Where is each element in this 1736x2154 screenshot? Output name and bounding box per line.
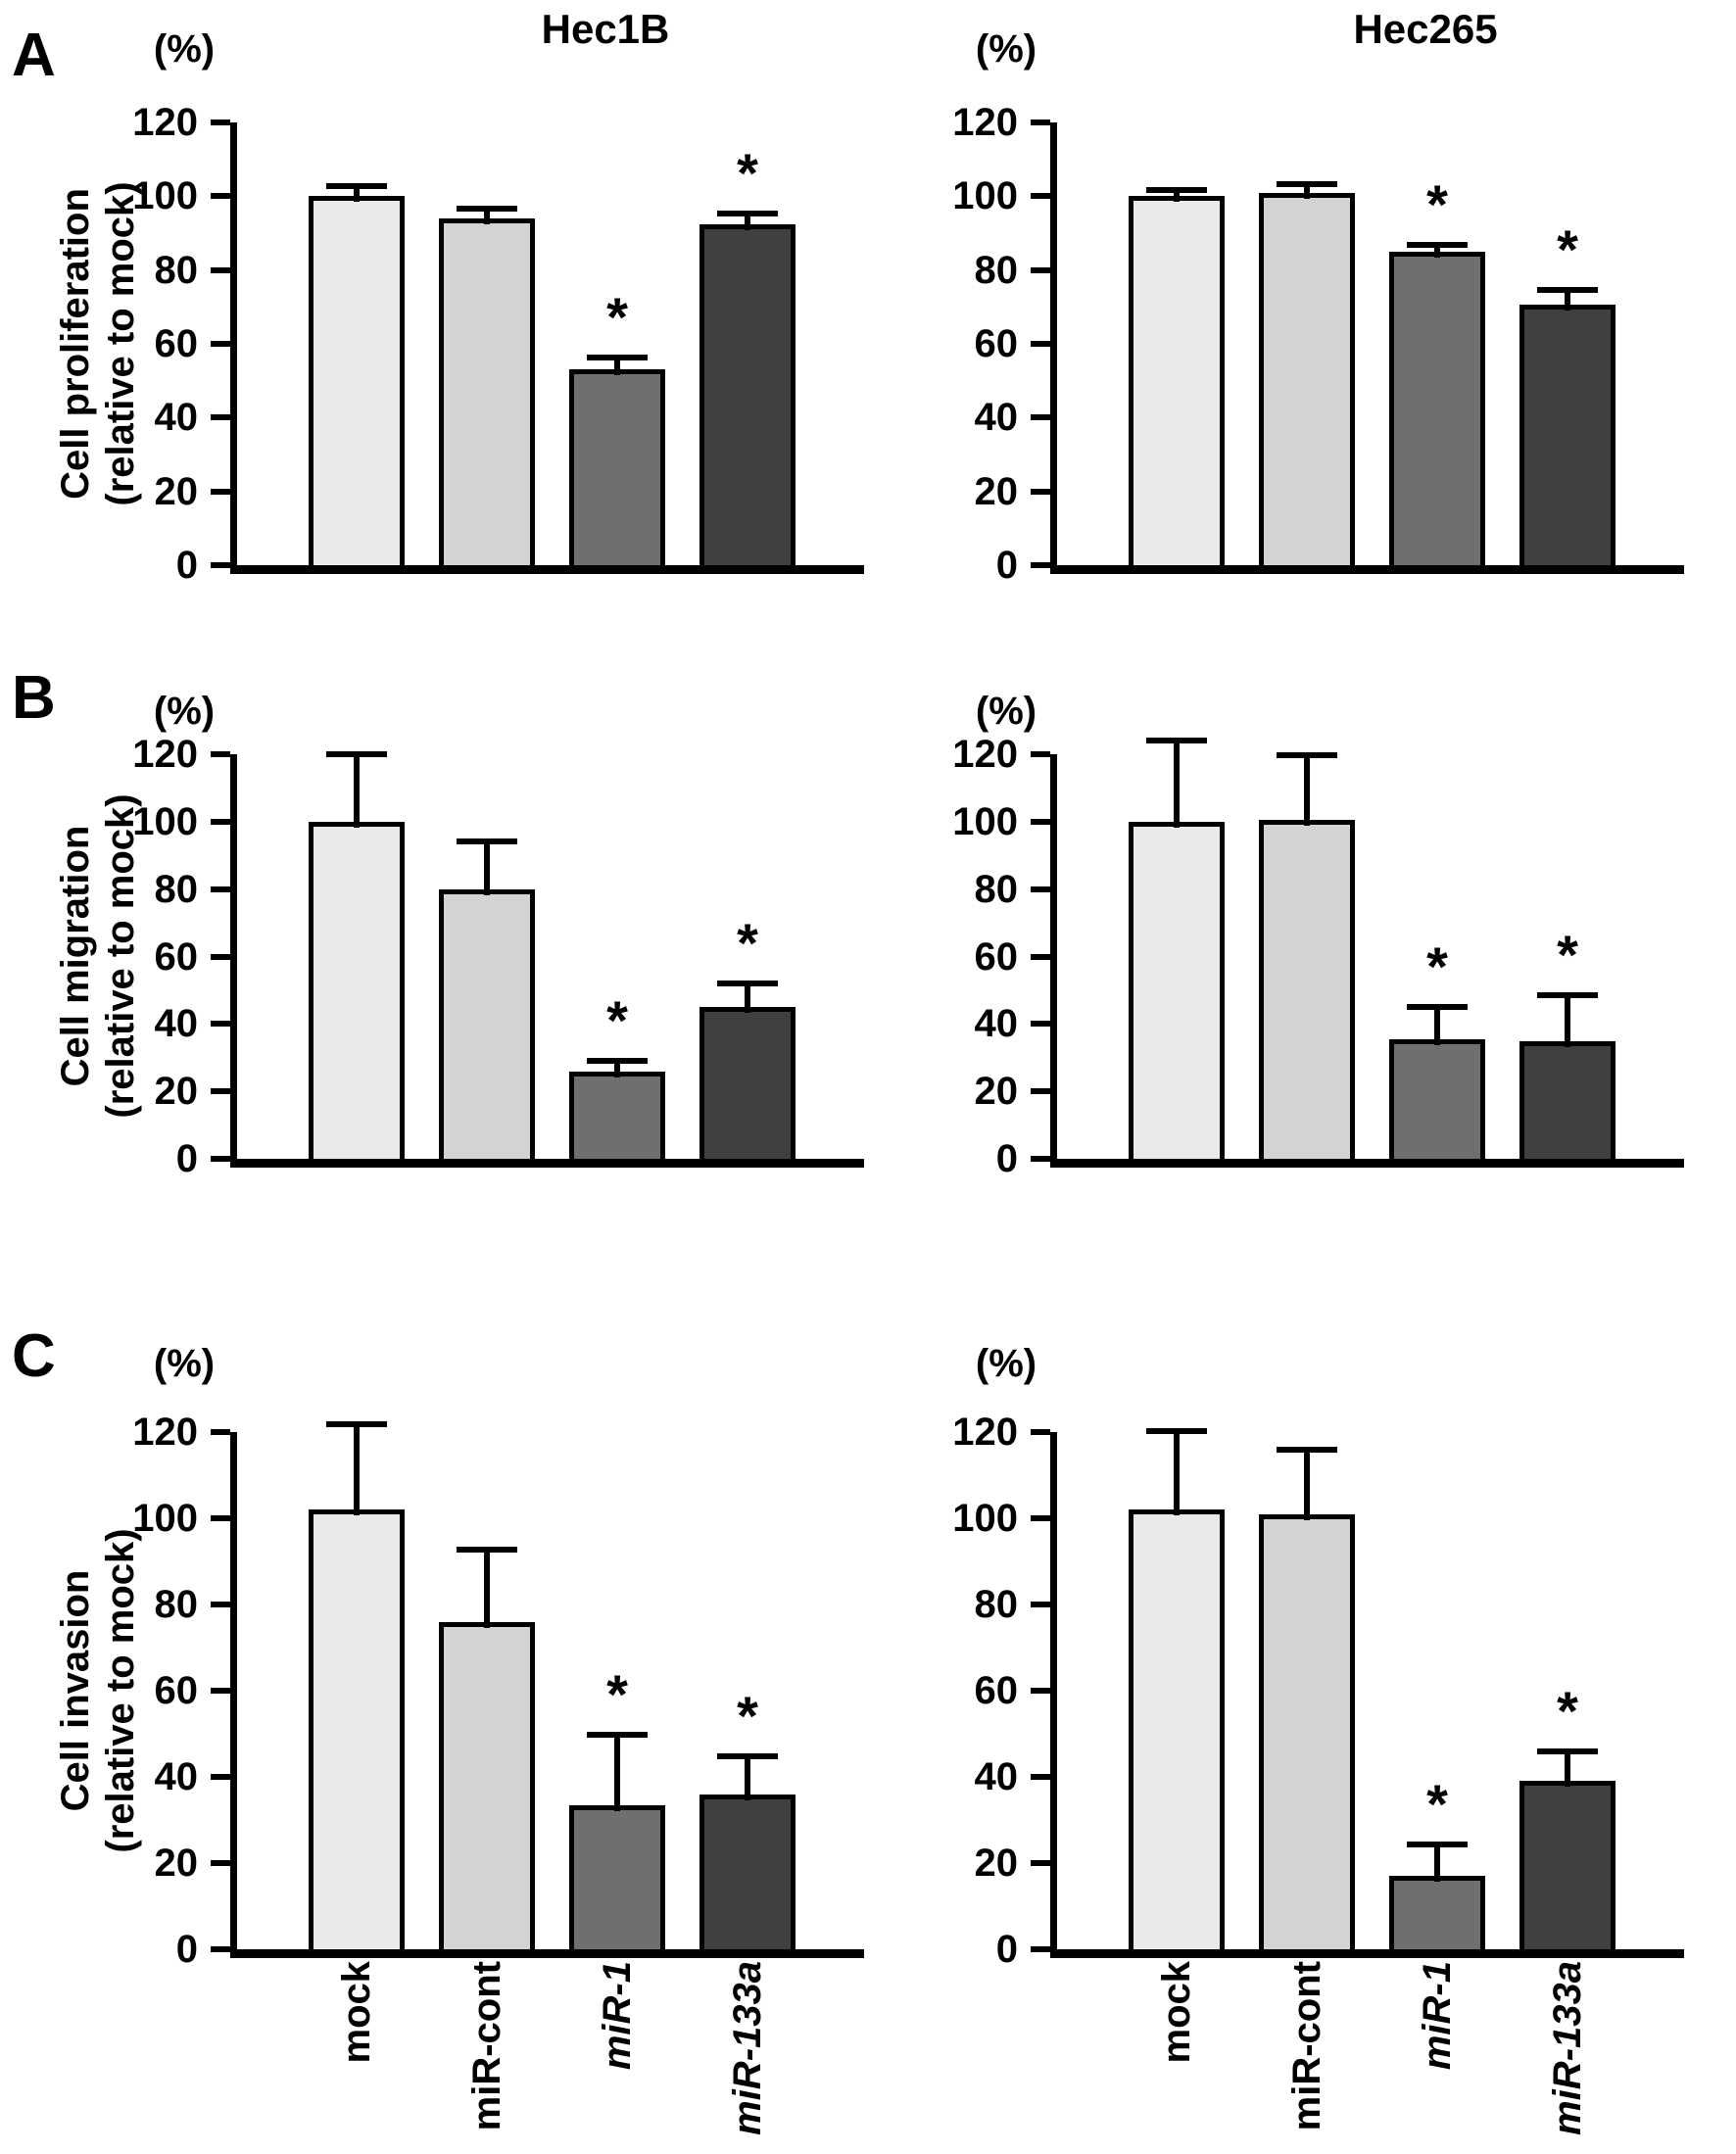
error-bar-line bbox=[1304, 752, 1310, 826]
significance-asterisk: * bbox=[1557, 217, 1578, 280]
error-bar-cap bbox=[326, 751, 387, 757]
y-tick-mark bbox=[1031, 819, 1050, 825]
y-tick-label: 20 bbox=[974, 469, 1018, 513]
y-tick-mark bbox=[1031, 1688, 1050, 1694]
x-tick-label-miR-1: miR-1 bbox=[596, 1961, 639, 2071]
panel-letter-c: C bbox=[12, 1322, 56, 1390]
y-tick-mark bbox=[211, 1602, 230, 1607]
bar-mock bbox=[309, 1509, 405, 1949]
bar-mock bbox=[309, 822, 405, 1159]
error-bar-cap bbox=[1407, 242, 1468, 248]
error-bar-cap bbox=[717, 1753, 778, 1759]
y-tick-mark bbox=[211, 1774, 230, 1780]
x-tick-label-miR-133a: miR-133a bbox=[726, 1961, 769, 2135]
error-bar-cap bbox=[1537, 287, 1598, 293]
y-tick-mark bbox=[1031, 120, 1050, 125]
y-tick-label: 100 bbox=[952, 174, 1018, 218]
chart-panel-migration-hec265 bbox=[952, 733, 1684, 1180]
y-tick-label: 40 bbox=[154, 1002, 198, 1046]
x-tick-label-miR-cont: miR-cont bbox=[1285, 1961, 1328, 2131]
bar-miR-1 bbox=[1389, 1039, 1485, 1159]
y-tick-label: 60 bbox=[974, 322, 1018, 365]
y-tick-label: 0 bbox=[175, 1928, 198, 1971]
error-bar-line bbox=[354, 751, 360, 828]
bar-miR-133a bbox=[699, 1795, 796, 1949]
bar-miR-133a bbox=[699, 1007, 796, 1159]
bar-miR-133a bbox=[1519, 1781, 1615, 1949]
bar-miR-cont bbox=[1259, 1514, 1355, 1949]
error-bar-cap bbox=[1146, 738, 1207, 743]
y-tick-mark bbox=[1031, 414, 1050, 420]
error-bar-line bbox=[1434, 1004, 1440, 1045]
error-bar-line bbox=[484, 1547, 490, 1628]
chart-panel-proliferation-hec1b bbox=[132, 101, 864, 587]
y-tick-label: 20 bbox=[974, 1842, 1018, 1885]
y-tick-mark bbox=[1031, 267, 1050, 273]
y-tick-mark bbox=[1031, 193, 1050, 199]
error-bar-cap bbox=[717, 981, 778, 986]
y-axis-label-line2: (relative to mock) bbox=[99, 1528, 142, 1853]
chart-panel-proliferation-hec265 bbox=[952, 101, 1684, 587]
x-tick-label-mock: mock bbox=[1155, 1961, 1198, 2064]
y-tick-label: 80 bbox=[154, 1583, 198, 1626]
y-tick-mark bbox=[1031, 1860, 1050, 1866]
y-tick-mark bbox=[211, 1429, 230, 1435]
bar-mock bbox=[1129, 196, 1225, 565]
y-tick-mark bbox=[211, 267, 230, 273]
y-tick-label: 20 bbox=[154, 469, 198, 513]
chart-panel-invasion-hec265 bbox=[952, 1411, 1684, 2135]
significance-asterisk: * bbox=[1426, 934, 1448, 997]
y-tick-label: 100 bbox=[952, 1497, 1018, 1540]
y-tick-label: 0 bbox=[175, 544, 198, 587]
bar-miR-cont bbox=[1259, 193, 1355, 565]
y-tick-mark bbox=[211, 886, 230, 892]
significance-asterisk: * bbox=[606, 286, 628, 349]
error-bar-cap bbox=[326, 183, 387, 189]
y-tick-label: 80 bbox=[974, 867, 1018, 911]
error-bar-line bbox=[1434, 1842, 1440, 1882]
y-tick-mark bbox=[211, 1946, 230, 1952]
significance-asterisk: * bbox=[606, 1662, 628, 1725]
y-tick-mark bbox=[1031, 1021, 1050, 1027]
y-tick-label: 0 bbox=[995, 1137, 1018, 1180]
error-bar-line bbox=[1174, 738, 1180, 828]
y-tick-label: 120 bbox=[952, 1411, 1018, 1454]
column-title-hec265: Hec265 bbox=[1353, 6, 1498, 52]
y-tick-mark bbox=[1031, 341, 1050, 347]
y-tick-mark bbox=[1031, 751, 1050, 757]
error-bar-cap bbox=[587, 355, 648, 360]
unit-label: (%) bbox=[153, 690, 216, 733]
error-bar-line bbox=[745, 1753, 750, 1800]
error-bar-cap bbox=[1407, 1004, 1468, 1010]
error-bar-cap bbox=[1146, 187, 1207, 193]
error-bar-cap bbox=[1277, 752, 1337, 758]
panel-letter-a: A bbox=[12, 22, 56, 89]
y-tick-mark bbox=[211, 562, 230, 568]
error-bar-cap bbox=[1537, 1748, 1598, 1754]
error-bar-cap bbox=[587, 1058, 648, 1064]
y-tick-label: 120 bbox=[952, 733, 1018, 776]
y-tick-mark bbox=[211, 1515, 230, 1521]
error-bar-cap bbox=[1407, 1842, 1468, 1847]
y-tick-label: 40 bbox=[974, 1755, 1018, 1798]
y-tick-label: 80 bbox=[974, 1583, 1018, 1626]
bar-miR-133a bbox=[699, 224, 796, 565]
unit-label: (%) bbox=[153, 27, 216, 71]
y-tick-label: 20 bbox=[154, 1842, 198, 1885]
y-tick-mark bbox=[211, 414, 230, 420]
y-tick-mark bbox=[1031, 1429, 1050, 1435]
y-tick-mark bbox=[1031, 1946, 1050, 1952]
x-tick-label-mock: mock bbox=[335, 1961, 378, 2064]
significance-asterisk: * bbox=[737, 142, 758, 205]
unit-label: (%) bbox=[975, 27, 1037, 71]
bar-mock bbox=[1129, 1509, 1225, 1949]
y-tick-mark bbox=[211, 751, 230, 757]
bar-miR-1 bbox=[1389, 252, 1485, 565]
significance-asterisk: * bbox=[1426, 173, 1448, 236]
error-bar-cap bbox=[717, 211, 778, 216]
y-tick-mark bbox=[1031, 1515, 1050, 1521]
y-tick-label: 40 bbox=[154, 396, 198, 440]
y-tick-mark bbox=[1031, 1602, 1050, 1607]
chart-panel-migration-hec1b bbox=[132, 733, 864, 1180]
unit-label: (%) bbox=[975, 1342, 1037, 1385]
y-tick-mark bbox=[1031, 954, 1050, 960]
bar-miR-1 bbox=[569, 1072, 665, 1159]
bar-miR-133a bbox=[1519, 305, 1615, 565]
bar-miR-133a bbox=[1519, 1041, 1615, 1159]
y-tick-label: 40 bbox=[974, 396, 1018, 440]
bar-miR-cont bbox=[1259, 820, 1355, 1159]
bar-mock bbox=[309, 196, 405, 565]
y-tick-label: 0 bbox=[995, 1928, 1018, 1971]
y-axis-label-line1: Cell invasion bbox=[54, 1569, 97, 1812]
bar-miR-1 bbox=[1389, 1876, 1485, 1949]
y-tick-mark bbox=[1031, 886, 1050, 892]
y-tick-label: 20 bbox=[154, 1070, 198, 1114]
y-tick-mark bbox=[211, 120, 230, 125]
unit-label: (%) bbox=[975, 690, 1037, 733]
bar-miR-1 bbox=[569, 1805, 665, 1949]
y-tick-label: 100 bbox=[132, 174, 198, 218]
y-tick-mark bbox=[211, 1088, 230, 1094]
y-tick-mark bbox=[211, 1156, 230, 1162]
y-tick-label: 120 bbox=[132, 733, 198, 776]
y-tick-mark bbox=[211, 193, 230, 199]
significance-asterisk: * bbox=[1426, 1773, 1448, 1835]
y-tick-label: 120 bbox=[132, 101, 198, 144]
error-bar-cap bbox=[587, 1732, 648, 1738]
y-axis-label-line1: Cell proliferation bbox=[54, 188, 97, 500]
significance-asterisk: * bbox=[737, 911, 758, 974]
error-bar-cap bbox=[326, 1421, 387, 1427]
error-bar-cap bbox=[457, 206, 517, 212]
y-tick-mark bbox=[211, 489, 230, 495]
y-axis-label-line2: (relative to mock) bbox=[99, 793, 142, 1119]
error-bar-line bbox=[1174, 1428, 1180, 1516]
y-tick-label: 60 bbox=[974, 1669, 1018, 1712]
column-title-hec1b: Hec1B bbox=[541, 6, 670, 52]
error-bar-cap bbox=[1277, 1447, 1337, 1453]
y-tick-label: 100 bbox=[952, 799, 1018, 843]
unit-label: (%) bbox=[153, 1342, 216, 1385]
bar-miR-cont bbox=[439, 889, 535, 1159]
x-tick-label-miR-133a: miR-133a bbox=[1546, 1961, 1589, 2135]
bar-miR-cont bbox=[439, 218, 535, 565]
y-tick-mark bbox=[211, 1021, 230, 1027]
bar-miR-cont bbox=[439, 1622, 535, 1949]
y-tick-label: 0 bbox=[995, 544, 1018, 587]
error-bar-line bbox=[1304, 1447, 1310, 1519]
y-tick-label: 120 bbox=[132, 1411, 198, 1454]
bar-mock bbox=[1129, 822, 1225, 1159]
significance-asterisk: * bbox=[1557, 923, 1578, 985]
error-bar-line bbox=[484, 838, 490, 895]
error-bar-cap bbox=[457, 1547, 517, 1553]
y-tick-label: 100 bbox=[132, 799, 198, 843]
y-tick-label: 120 bbox=[952, 101, 1018, 144]
error-bar-line bbox=[354, 1421, 360, 1515]
y-tick-label: 80 bbox=[154, 248, 198, 292]
error-bar-cap bbox=[1537, 992, 1598, 998]
x-tick-label-miR-1: miR-1 bbox=[1416, 1961, 1459, 2071]
y-axis-label-line2: (relative to mock) bbox=[99, 181, 142, 506]
panel-letter-b: B bbox=[12, 664, 56, 732]
y-tick-label: 60 bbox=[154, 934, 198, 979]
bar-miR-1 bbox=[569, 369, 665, 565]
error-bar-line bbox=[614, 1732, 620, 1811]
y-tick-label: 20 bbox=[974, 1070, 1018, 1114]
y-tick-label: 60 bbox=[974, 934, 1018, 979]
y-tick-mark bbox=[211, 1860, 230, 1866]
y-axis-label-line1: Cell migration bbox=[54, 825, 97, 1087]
y-tick-mark bbox=[1031, 1774, 1050, 1780]
y-tick-label: 80 bbox=[974, 248, 1018, 292]
y-tick-mark bbox=[1031, 1088, 1050, 1094]
y-tick-mark bbox=[1031, 562, 1050, 568]
y-tick-mark bbox=[1031, 1156, 1050, 1162]
error-bar-cap bbox=[1146, 1428, 1207, 1434]
y-tick-label: 0 bbox=[175, 1137, 198, 1180]
x-tick-label-miR-cont: miR-cont bbox=[465, 1961, 508, 2131]
significance-asterisk: * bbox=[606, 988, 628, 1051]
error-bar-cap bbox=[1277, 181, 1337, 187]
y-tick-label: 80 bbox=[154, 867, 198, 911]
error-bar-cap bbox=[457, 838, 517, 844]
y-tick-mark bbox=[211, 341, 230, 347]
error-bar-line bbox=[1565, 992, 1570, 1047]
y-tick-label: 40 bbox=[154, 1755, 198, 1798]
y-tick-label: 60 bbox=[154, 322, 198, 365]
chart-panel-invasion-hec1b bbox=[132, 1411, 864, 2135]
y-tick-mark bbox=[211, 954, 230, 960]
y-tick-label: 60 bbox=[154, 1669, 198, 1712]
y-tick-label: 40 bbox=[974, 1002, 1018, 1046]
y-tick-mark bbox=[211, 819, 230, 825]
y-tick-label: 100 bbox=[132, 1497, 198, 1540]
significance-asterisk: * bbox=[737, 1684, 758, 1747]
significance-asterisk: * bbox=[1557, 1680, 1578, 1743]
y-tick-mark bbox=[1031, 489, 1050, 495]
y-tick-mark bbox=[211, 1688, 230, 1694]
